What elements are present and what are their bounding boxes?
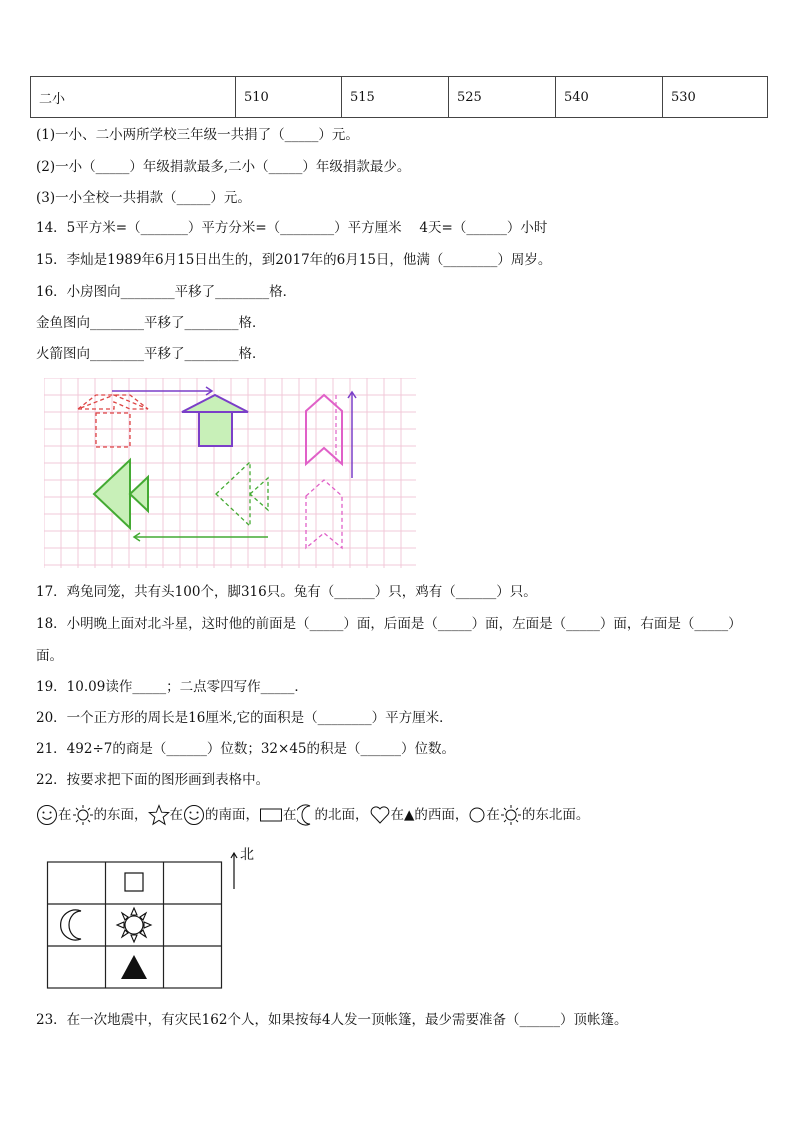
q16-line3: 火箭图向________平移了________格．: [36, 346, 266, 362]
fish-solid: [94, 460, 148, 528]
table-row-label: 二小: [31, 77, 236, 118]
q17: 17．鸡兔同笼，共有头100个，脚316只。兔有（______）只，鸡有（______）只。: [36, 584, 537, 600]
q18-line1: 18．小明晚上面对北斗星，这时他的前面是（_____）面，后面是（_____）面，左面是（_____）面，右面是（_____）: [36, 616, 742, 632]
fish-dashed: [216, 462, 268, 526]
rectangle-icon: [259, 804, 283, 826]
smiley-icon: [183, 804, 205, 826]
q22-title: 22．按要求把下面的图形画到表格中。: [36, 772, 270, 788]
q13-part1: (1)一小、二小两所学校三年级一共捐了（_____）元。: [36, 127, 359, 143]
q13-part3: (3)一小全校一共捐款（_____）元。: [36, 190, 251, 206]
q14: 14．5平方米=（_______）平方分米=（________）平方厘米 4天=（______）小时: [36, 220, 548, 236]
q20: 20．一个正方形的周长是16厘米,它的面积是（________）平方厘米．: [36, 710, 453, 726]
sun-icon: [117, 908, 151, 942]
house-original: [78, 395, 148, 447]
q19: 19．10.09读作_____；二点零四写作_____．: [36, 679, 308, 695]
north-label: 北: [240, 847, 254, 863]
circle-icon: [468, 804, 486, 826]
sun-icon: [72, 804, 94, 826]
smiley-icon: [36, 804, 58, 826]
sun-icon: [500, 804, 522, 826]
table-row: [31, 77, 768, 118]
q22-instructions: 在 的东面， 在 的南面， 在 的北面， 在▲的西面， 在 的东北面。: [36, 803, 589, 827]
q16-line2: 金鱼图向________平移了________格．: [36, 315, 266, 331]
table-cell: 540: [556, 77, 663, 118]
q18-line2: 面。: [36, 648, 63, 664]
north-arrow-icon: [231, 853, 237, 889]
table-cell: 530: [663, 77, 768, 118]
heart-icon: [369, 804, 391, 826]
moon-icon: [297, 804, 315, 826]
donation-table: [30, 76, 768, 118]
placement-grid: [46, 845, 286, 990]
q15: 15．李灿是1989年6月15日出生的，到2017年的6月15日，他满（________）周岁。: [36, 252, 552, 268]
table-cell: 525: [449, 77, 556, 118]
q16-line1: 16．小房图向________平移了________格．: [36, 284, 297, 300]
house-moved: [182, 395, 248, 446]
q13-part2: (2)一小（_____）年级捐款最多,二小（_____）年级捐款最少。: [36, 159, 411, 175]
table-cell: 510: [236, 77, 342, 118]
translation-grid-figure: [44, 378, 416, 568]
table-cell: 515: [342, 77, 449, 118]
square-icon: [125, 873, 143, 891]
star-icon: [148, 804, 170, 826]
q21: 21．492÷7的商是（______）位数；32×45的积是（______）位数。: [36, 741, 456, 757]
arrow-up-icon: [348, 392, 356, 478]
moon-icon: [61, 910, 81, 940]
triangle-icon: [121, 955, 147, 979]
q23: 23．在一次地震中，有灾民162个人，如果按每4人发一顶帐篷，最少需要准备（______）顶帐篷。: [36, 1012, 628, 1028]
